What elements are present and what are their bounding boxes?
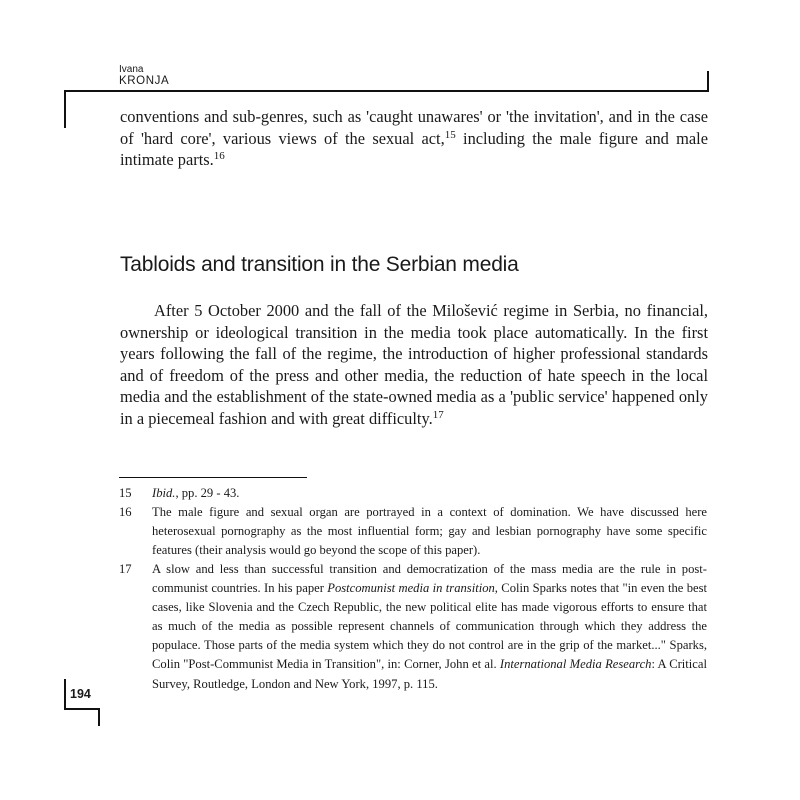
page-number-rule-horizontal [64,708,100,710]
page-number: 194 [70,687,91,701]
paragraph-text: conventions and sub-genres, such as 'caught unawares' or 'the invitation', and in the case of 'hard core', various views of the sexual act, [120,107,708,148]
paragraph-text: After 5 October 2000 and the fall of the Milošević regime in Serbia, no financial, ownership or ideological transition in the media took place automatically. In the first years following the fall of the regime, the introduction of higher professional standards and of freedom of the press and other media, the reduction of hate speech in the local media and the establishment of the state-owned media as a 'public service' happened only in a piecemeal fashion and with great difficulty. [120,301,708,428]
footnote-text-part: , Colin Sparks notes that "in even the best cases, like Slovenia and the Czech Republic, the new political elite has made vigorous efforts to ensure that as much of the media as possible represent channels of communication through which they address the populace. Those parts of the media system which they do not control are in the grip of the market..." Sparks, Colin "Post-Communist Media in Transition", in: Corner, John et al. [152,581,707,672]
cited-title: Postcomunist media in transition [327,581,495,596]
footnote-text-part: A slow and less than successful transition and democratization of the mass media are the rule in post-communist countries. In his paper [152,562,707,596]
footnote-text [152,484,707,503]
footnote-number: 17 [119,562,132,576]
footnote-separator [119,477,307,478]
footnote-text-part: : A Critical Survey, Routledge, London and New York, 1997, p. 115. [152,657,707,691]
section-heading: Tabloids and transition in the Serbian media [120,253,519,276]
paragraph-text: including the male figure and male intimate parts. [120,128,708,169]
footnote-number: 16 [119,505,132,519]
footnote-pages: , pp. 29 - 43. [175,486,240,500]
footnote-ibid: Ibid. [152,486,176,500]
page-number-rule-tick [98,708,100,726]
header-rule-right-tick [707,71,709,91]
section-paragraph [120,300,708,429]
footnote-ref-15[interactable]: 15 [444,128,456,141]
footnote-text [152,560,707,694]
author-first-name: Ivana [119,64,144,75]
header-rule [64,90,709,92]
author-last-name: KRONJA [119,75,170,87]
paragraph-continuation [120,106,708,171]
footnote-number: 15 [119,486,132,500]
header-rule-left-tick [64,90,66,128]
page-number-rule-vertical [64,679,66,709]
footnote-ref-17[interactable]: 17 [432,408,444,421]
cited-book-title: International Media Research [499,657,652,672]
footnote-ref-16[interactable]: 16 [213,150,225,162]
footnote-text: The male figure and sexual organ are portrayed in a context of domination. We have discussed here heterosexual pornography as the most influential form; gay and lesbian pornography have some specific features (their analysis would go beyond the scope of this paper). [152,505,707,558]
